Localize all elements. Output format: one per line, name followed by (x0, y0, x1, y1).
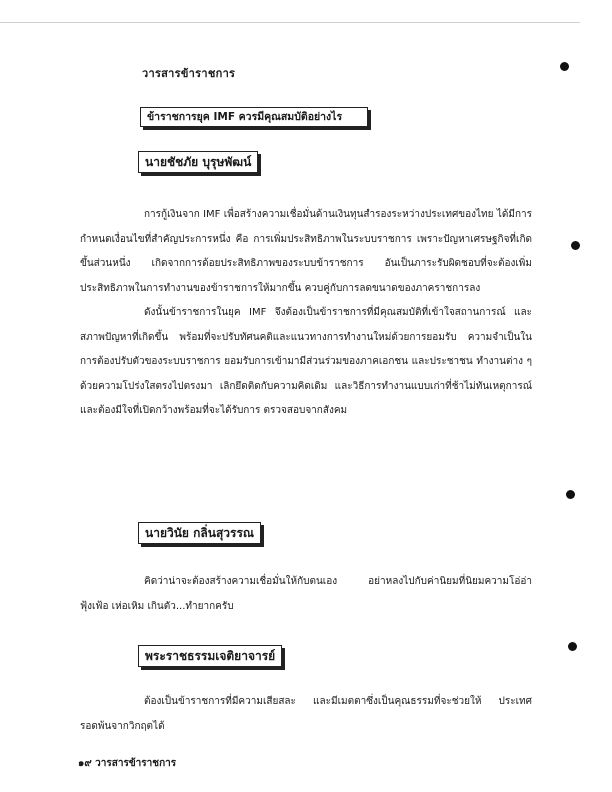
binder-hole-bottom (568, 642, 577, 651)
article-title: ข้าราชการยุค IMF ควรมีคุณสมบัติอย่างไร (140, 107, 368, 127)
page-footer: ๑๙ วารสารข้าราชการ (78, 758, 177, 769)
top-rule (0, 22, 580, 23)
journal-title: วารสารข้าราชการ (142, 67, 236, 80)
answer-3-paragraph-1: ต้องเป็นข้าราชการที่มีความเสียสละ และมีเมตตาซึ่งเป็นคุณธรรมที่จะช่วยให้ ประเทศรอดพ้นจากวิกฤตได้ (80, 696, 532, 732)
binder-hole-middle (571, 241, 580, 250)
author-name-2: นายวินัย กลิ่นสุวรรณ (138, 522, 261, 544)
answer-1 (80, 203, 532, 424)
author-name-3: พระราชธรรมเจติยาจารย์ (138, 645, 282, 667)
author-name-1: นายชัชภัย บุรุษพัฒน์ (138, 151, 258, 173)
binder-hole-lower (566, 490, 575, 499)
answer-1-paragraph-1: การกู้เงินจาก IMF เพื่อสร้างความเชื่อมั่นด้านเงินทุนสำรองระหว่างประเทศของไทย ได้มีการกำหนดเงื่อนไขที่สำคัญประการหนึ่ง คือ การเพิ่มประสิทธิภาพในระบบราชการ เพราะปัญหาเศรษฐกิจที่เกิดขึ้นส่วนหนึ่ง เกิดจากการด้อยประสิทธิภาพของระบบข้าราชการ อันเป็นภาระรับผิดชอบที่จะต้องเพิ่มประสิทธิภาพในการทำงานของข้าราชการให้มากขึ้น ควบคู่กับการลดขนาดของภาคราชการลง (80, 209, 532, 294)
answer-3 (80, 690, 532, 739)
binder-hole-top (560, 62, 569, 71)
answer-2-paragraph-1: คิดว่าน่าจะต้องสร้างความเชื่อมั่นให้กับตนเอง อย่าหลงไปกับค่านิยมที่นิยมความโอ่อ่า ฟุ้งเฟ้อ เห่อเหิม เกินตัว...ทำยากครับ (80, 576, 532, 612)
answer-2 (80, 570, 532, 619)
answer-1-paragraph-2: ดังนั้นข้าราชการในยุค IMF จึงต้องเป็นข้าราชการที่มีคุณสมบัติที่เข้าใจสถานการณ์ และสภาพปัญหาที่เกิดขึ้น พร้อมที่จะปรับทัศนคติและแนวทางการทำงานใหม่ด้วยการยอมรับ ความจำเป็นในการต้องปรับตัวของระบบราชการ ยอมรับการเข้ามามีส่วนร่วมของภาคเอกชน และประชาชน ทำงานต่าง ๆ ด้วยความโปร่งใสตรงไปตรงมา เลิกยึดติดกับความคิดเดิม และวิธีการทำงานแบบเก่าที่ช้าไม่ทันเหตุการณ์ และต้องมีใจที่เปิดกว้างพร้อมที่จะได้รับการ ตรวจสอบจากสังคม (80, 307, 532, 416)
